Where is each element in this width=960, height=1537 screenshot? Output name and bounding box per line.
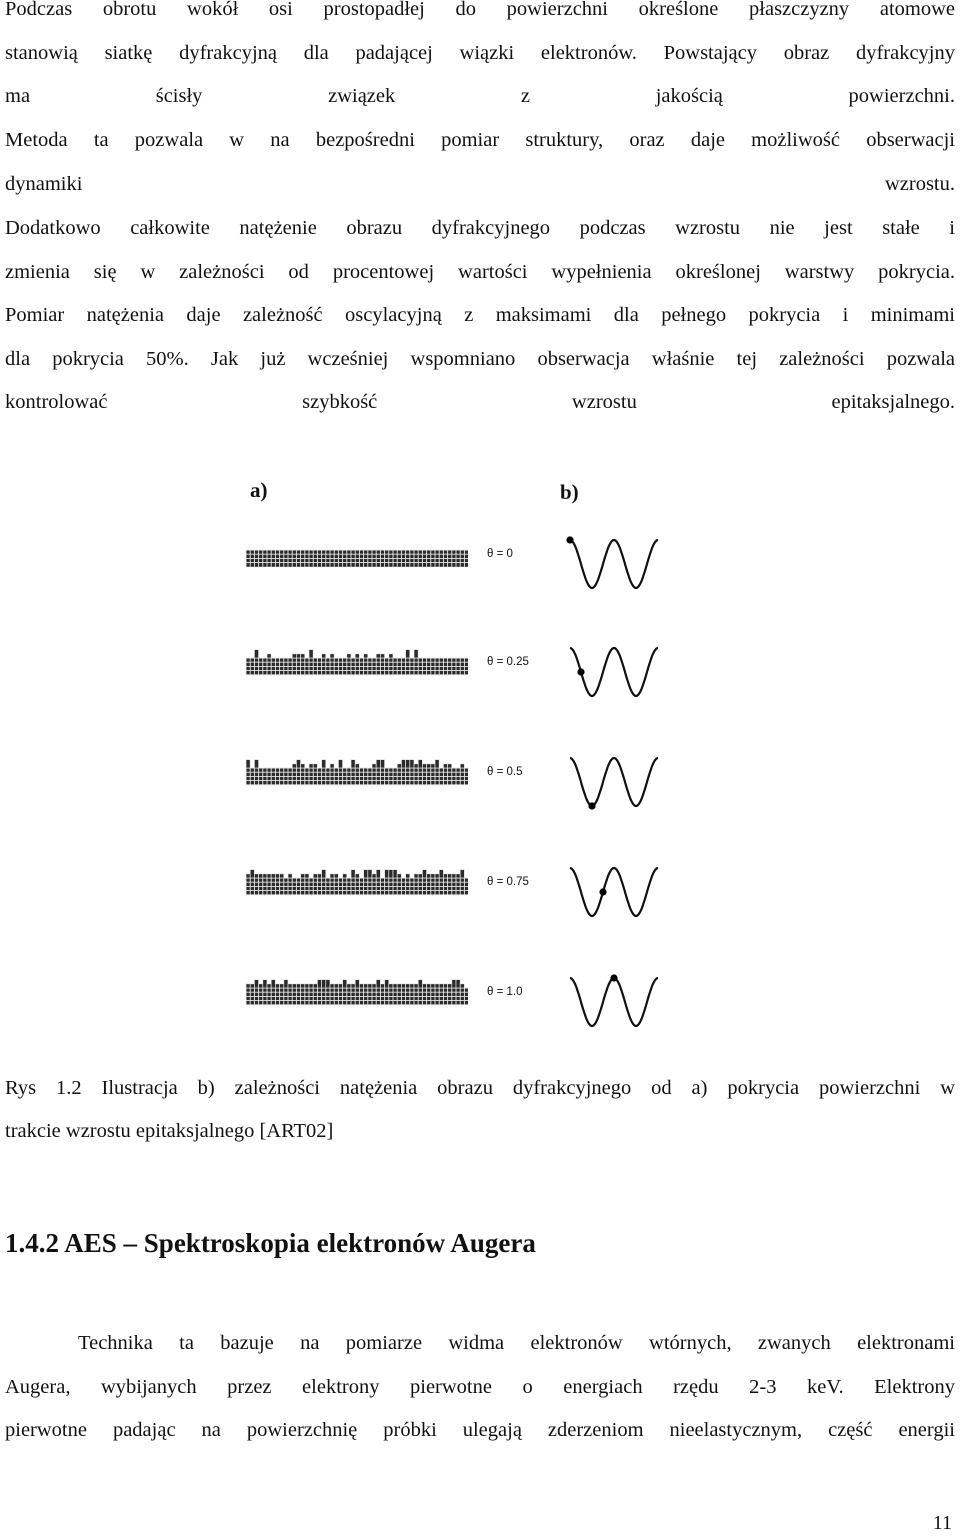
lattice-block [246, 760, 468, 785]
intensity-dot [610, 974, 617, 981]
text-line: Technika ta bazuje na pomiarze widma elektronów wtórnych, zwanych elektronami [78, 1332, 955, 1354]
intensity-wave [570, 868, 658, 916]
figure-label-b: b) [560, 480, 579, 504]
figure-row [246, 868, 658, 916]
figure-svg [0, 520, 960, 1060]
intensity-dot [599, 888, 606, 895]
figure-caption [5, 1067, 955, 1153]
text-line: dynamiki wzrostu. [5, 172, 955, 195]
coverage-label: θ = 1.0 [487, 986, 523, 998]
text-line: stanowią siatkę dyfrakcyjną dla padającej wiązki elektronów. Powstający obraz dyfrakcyjny [5, 41, 955, 64]
caption-line: trakcie wzrostu epitaksjalnego [ART02] [5, 1120, 334, 1142]
lattice-block [246, 980, 468, 1005]
lattice-block [246, 870, 468, 895]
text-line: dla pokrycia 50%. Jak już wcześniej wspomniano obserwacja właśnie tej zależności pozwala [5, 347, 955, 370]
text-line: pierwotne padając na powierzchnię próbki ulegają zderzeniom nieelastycznym, część energii [5, 1419, 955, 1442]
coverage-label: θ = 0.75 [487, 876, 529, 888]
figure-row [246, 974, 658, 1026]
text-line: Pomiar natężenia daje zależność oscylacyjną z maksimami dla pełnego pokrycia i minimami [5, 304, 955, 327]
paragraph-1 [5, 0, 955, 119]
figure-row [246, 536, 658, 588]
figure-growth-oscillation [0, 520, 960, 1060]
lattice-block [246, 550, 468, 567]
figure-label-a: a) [250, 478, 268, 502]
caption-line: Rys 1.2 Ilustracja b) zależności natężenia obrazu dyfrakcyjnego od a) pokrycia powierzchni w [5, 1077, 955, 1099]
paragraph-3 [5, 207, 955, 425]
text-line: Dodatkowo całkowite natężenie obrazu dyfrakcyjnego podczas wzrostu nie jest stałe i [5, 217, 955, 239]
coverage-label: θ = 0.5 [487, 766, 523, 778]
coverage-label: θ = 0 [487, 548, 513, 560]
text-line: Augera, wybijanych przez elektrony pierwotne o energiach rzędu 2-3 keV. Elektrony [5, 1375, 955, 1398]
figure-row [246, 758, 658, 810]
text-line: zmienia się w zależności od procentowej wartości wypełnienia określonej warstwy pokrycia. [5, 260, 955, 283]
page-number: 11 [932, 1512, 952, 1534]
text-line: kontrolować szybkość wzrostu epitaksjalnego. [5, 391, 955, 414]
coverage-label: θ = 0.25 [487, 656, 529, 668]
figure-row [246, 648, 658, 696]
text-line: Podczas obrotu wokół osi prostopadłej do powierzchni określone płaszczyzny atomowe [5, 0, 955, 20]
paragraph-2 [5, 119, 955, 206]
lattice-block [246, 650, 468, 675]
intensity-dot [566, 536, 573, 543]
intensity-wave [570, 758, 658, 806]
intensity-wave [570, 540, 658, 588]
section-heading: 1.4.2 AES – Spektroskopia elektronów Augera [5, 1228, 536, 1258]
paragraph-4 [5, 1322, 955, 1453]
text-line: Metoda ta pozwala w na bezpośredni pomiar struktury, oraz daje możliwość obserwacji [5, 129, 955, 151]
intensity-dot [588, 802, 595, 809]
intensity-wave [570, 978, 658, 1026]
intensity-dot [577, 668, 584, 675]
text-line: ma ścisły związek z jakością powierzchni. [5, 85, 955, 108]
